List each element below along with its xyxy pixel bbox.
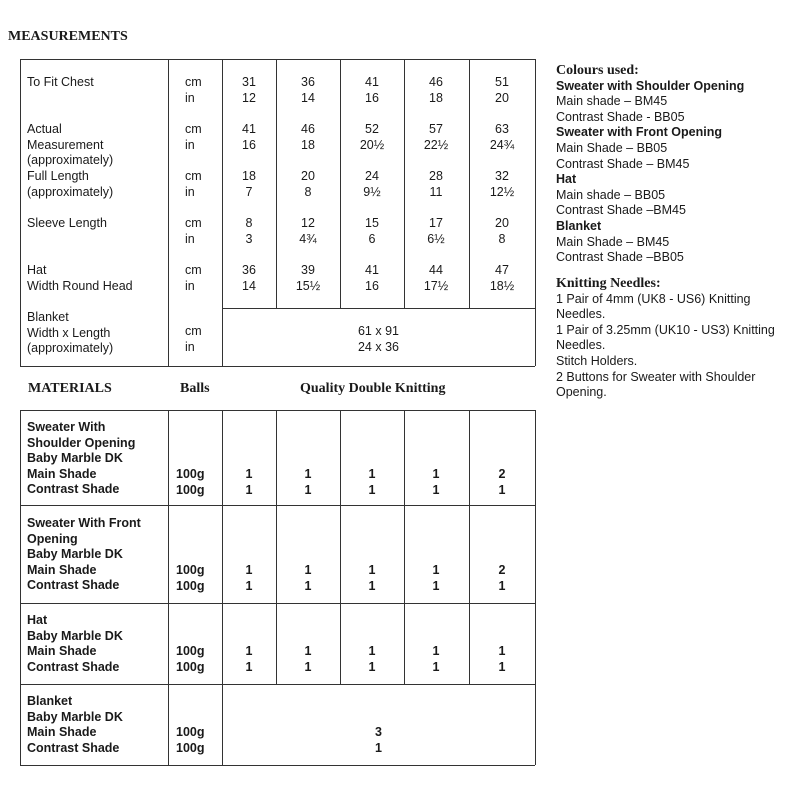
- column-divider: [404, 410, 405, 684]
- measurement-label: To Fit Chest: [27, 75, 94, 89]
- needle-line: 1 Pair of 4mm (UK8 - US6) Knitting: [556, 291, 751, 306]
- colour-line: Main shade – BM45: [556, 94, 668, 109]
- measurement-value: 63 24¾: [489, 122, 515, 152]
- colour-line: Contrast Shade – BM45: [556, 156, 690, 171]
- material-label: Hat Baby Marble DK Main Shade Contrast Shade: [27, 613, 123, 674]
- measurement-value: 18 7: [242, 169, 256, 199]
- measurement-value: 31 12: [242, 75, 256, 105]
- measurement-units: cm in: [185, 216, 202, 246]
- column-divider: [469, 410, 470, 684]
- measurement-units: cm in: [185, 122, 202, 152]
- material-value: 1 1: [368, 467, 376, 497]
- material-value: 1 1: [368, 563, 376, 593]
- material-value: 1 1: [304, 644, 312, 674]
- measurement-value: 41 16: [242, 122, 256, 152]
- material-balls: 100g 100g: [176, 467, 205, 497]
- colours-section: [556, 63, 744, 266]
- material-value: 1 1: [432, 644, 440, 674]
- table-border: [20, 410, 535, 411]
- table-divider: [222, 308, 535, 309]
- measurement-label: Actual Measurement (approximately): [27, 122, 114, 167]
- measurements-heading: MEASUREMENTS: [8, 29, 128, 44]
- table-border: [20, 410, 21, 765]
- material-balls: 100g 100g: [176, 644, 205, 674]
- material-value: 1 1: [304, 563, 312, 593]
- measurement-value: 8 3: [245, 216, 253, 246]
- colour-line: Main Shade – BM45: [556, 234, 670, 249]
- material-balls: 100g 100g: [176, 725, 205, 755]
- table-divider: [20, 505, 535, 506]
- material-value: 1 1: [498, 644, 506, 674]
- column-divider: [222, 59, 223, 366]
- material-label: Sweater With Shoulder Opening Baby Marble DK Main Shade Contrast Shade: [27, 420, 136, 496]
- table-border: [20, 59, 535, 60]
- needle-line: 2 Buttons for Sweater with Shoulder: [556, 369, 756, 384]
- colour-group-name: Sweater with Front Opening: [556, 125, 722, 140]
- measurement-label: Full Length (approximately): [27, 169, 114, 199]
- measurement-value: 57 22½: [423, 122, 449, 152]
- measurement-value: 47 18½: [489, 263, 515, 293]
- column-divider: [276, 59, 277, 308]
- measurement-value: 36 14: [301, 75, 315, 105]
- measurement-value: 20 8: [495, 216, 509, 246]
- measurement-value: 41 16: [365, 263, 379, 293]
- measurement-value: 39 15½: [295, 263, 321, 293]
- material-value: 1 1: [304, 467, 312, 497]
- column-divider: [276, 410, 277, 684]
- measurement-label: Sleeve Length: [27, 216, 107, 230]
- colour-group-name: Hat: [556, 172, 577, 187]
- material-balls: 100g 100g: [176, 563, 205, 593]
- column-divider: [469, 59, 470, 308]
- measurement-value: 32 12½: [489, 169, 515, 199]
- colour-line: Main Shade – BB05: [556, 140, 668, 155]
- column-divider: [340, 410, 341, 684]
- measurement-value: 41 16: [365, 75, 379, 105]
- measurement-value: 15 6: [365, 216, 379, 246]
- table-border: [20, 366, 535, 367]
- needle-line: Needles.: [556, 307, 606, 322]
- material-value: 1 1: [368, 644, 376, 674]
- needle-line: Stitch Holders.: [556, 353, 638, 368]
- balls-heading: Balls: [180, 381, 210, 396]
- column-divider: [222, 410, 223, 765]
- column-divider: [340, 59, 341, 308]
- table-divider: [20, 684, 535, 685]
- measurement-units: cm in: [185, 75, 202, 105]
- table-border: [535, 410, 536, 765]
- measurement-value: 28 11: [429, 169, 443, 199]
- material-label: Sweater With Front Opening Baby Marble DK Main Shade Contrast Shade: [27, 516, 141, 592]
- column-divider: [168, 410, 169, 765]
- measurement-value: 52 20½: [359, 122, 385, 152]
- material-value: 1 1: [432, 563, 440, 593]
- table-divider: [20, 603, 535, 604]
- measurement-label: Hat Width Round Head: [27, 263, 133, 293]
- measurement-value: 36 14: [242, 263, 256, 293]
- needle-line: 1 Pair of 3.25mm (UK10 - US3) Knitting: [556, 322, 775, 337]
- measurement-units: cm in: [185, 324, 202, 354]
- colour-group-name: Blanket: [556, 218, 602, 233]
- column-divider: [168, 59, 169, 366]
- measurement-merged-value: 61 x 91 24 x 36: [357, 324, 399, 354]
- measurement-value: 44 17½: [423, 263, 449, 293]
- material-label: Blanket Baby Marble DK Main Shade Contrast Shade: [27, 694, 123, 755]
- table-border: [20, 59, 21, 366]
- material-merged-value: 3 1: [375, 725, 382, 755]
- material-value: 1 1: [245, 467, 253, 497]
- measurement-units: cm in: [185, 169, 202, 199]
- measurement-value: 46 18: [301, 122, 315, 152]
- measurement-value: 20 8: [301, 169, 315, 199]
- measurement-units: cm in: [185, 263, 202, 293]
- material-value: 1 1: [245, 644, 253, 674]
- colour-line: Main shade – BB05: [556, 187, 666, 202]
- measurement-value: 12 4¾: [299, 216, 317, 246]
- table-border: [535, 59, 536, 366]
- colour-line: Contrast Shade - BB05: [556, 109, 685, 124]
- table-divider: [20, 765, 535, 766]
- measurement-value: 17 6½: [427, 216, 445, 246]
- material-value: 1 1: [432, 467, 440, 497]
- colour-line: Contrast Shade –BB05: [556, 250, 684, 265]
- measurement-value: 46 18: [429, 75, 443, 105]
- material-value: 2 1: [498, 467, 506, 497]
- needles-section: [556, 276, 775, 401]
- measurement-value: 24 9½: [363, 169, 381, 199]
- needle-line: Needles.: [556, 338, 606, 353]
- needle-line: Opening.: [556, 385, 607, 400]
- quality-heading: Quality Double Knitting: [300, 381, 446, 396]
- measurement-value: 51 20: [495, 75, 509, 105]
- measurement-label: Blanket Width x Length (approximately): [27, 310, 114, 355]
- material-value: 1 1: [245, 563, 253, 593]
- material-value: 2 1: [498, 563, 506, 593]
- needles-title: Knitting Needles:: [556, 276, 661, 291]
- column-divider: [404, 59, 405, 308]
- colour-group-name: Sweater with Shoulder Opening: [556, 78, 745, 93]
- materials-heading: MATERIALS: [28, 381, 112, 396]
- colours-title: Colours used:: [556, 63, 639, 78]
- colour-line: Contrast Shade –BM45: [556, 203, 686, 218]
